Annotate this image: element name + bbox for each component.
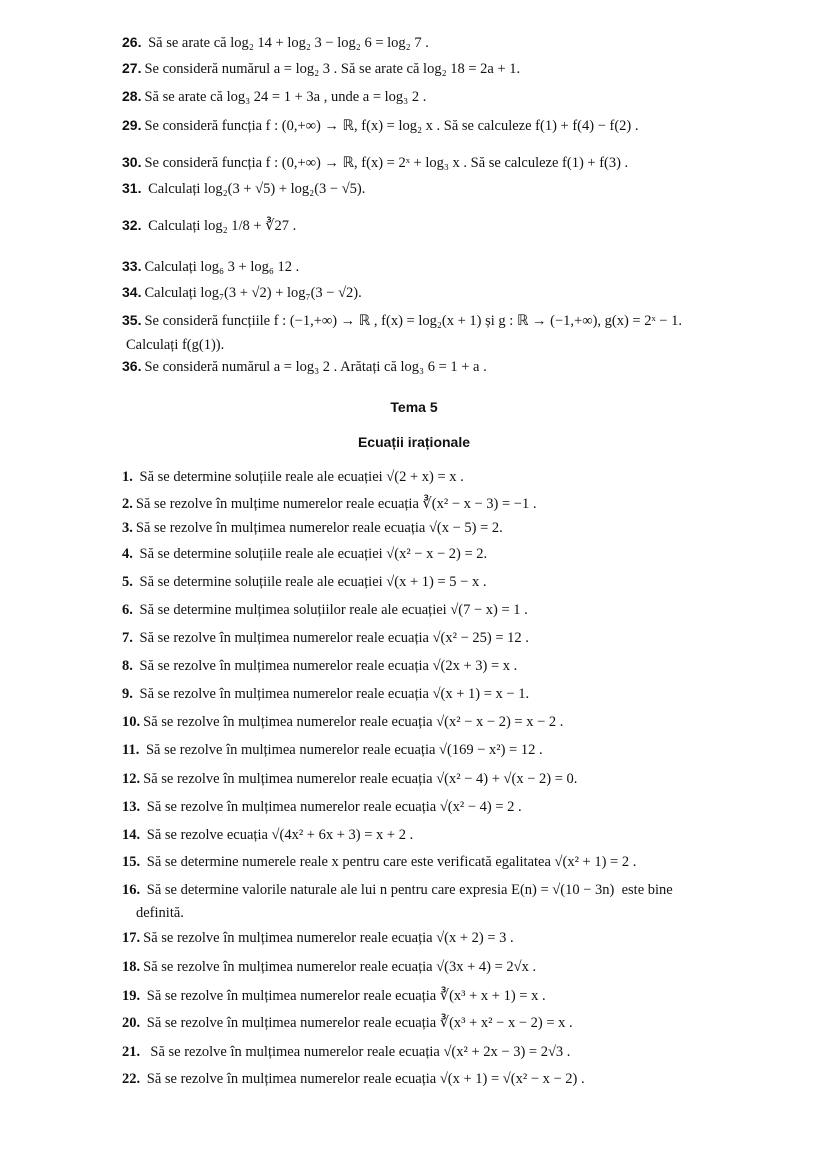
exercise-text: Să se determine mulțimea soluțiilor reale ale ecuației √(7 − x) = 1 .: [135, 602, 528, 618]
exercise-number: 30.: [122, 154, 142, 170]
exercise-item: [122, 573, 486, 591]
exercise-text: Să se determine numerele reale x pentru care este verificată egalitatea √(x² + 1) = 2 .: [143, 854, 637, 870]
exercise-text: Să se rezolve în mulțimea numerelor reale ecuația √(x² − 4) = 2 .: [143, 799, 522, 815]
exercise-number: 13.: [122, 799, 141, 815]
exercise-number: 15.: [122, 854, 141, 870]
exercise-item: [122, 545, 487, 563]
exercise-text: Se consideră numărul a = log₃ 2 . Arătați că log₃ 6 = 1 + a .: [144, 359, 487, 375]
exercise-text: Calculați log₂(3 + √5) + log₂(3 − √5).: [144, 181, 366, 197]
exercise-number: 31.: [122, 180, 142, 196]
exercise-number: 33.: [122, 258, 142, 274]
exercise-text: Să se rezolve în mulțimea numerelor reale ecuația √(x² − 25) = 12 .: [135, 630, 529, 646]
exercise-number: 2.: [122, 496, 133, 512]
exercise-item: [122, 1070, 585, 1088]
exercise-text: Să se rezolve în mulțimea numerelor reale ecuația √(x² − x − 2) = x − 2 .: [143, 714, 564, 730]
exercise-number: 11.: [122, 742, 140, 758]
exercise-text: Să se arate că log₂ 14 + log₂ 3 − log₂ 6 = log₂ 7 .: [144, 35, 429, 51]
exercise-item: [122, 685, 529, 703]
exercise-text: Se consideră funcțiile f : (−1,+∞) → ℝ , f(x) = log₂(x + 1) și g : ℝ → (−1,+∞), g(x) = 2ˣ − 1.: [144, 313, 682, 329]
exercise-text: Să se determine soluțiile reale ale ecuației √(x² − x − 2) = 2.: [135, 546, 488, 562]
exercise-item: [122, 881, 673, 899]
exercise-number: 36.: [122, 358, 142, 374]
exercise-number: 29.: [122, 117, 142, 133]
exercise-text: Să se rezolve în mulțimea numerelor reale ecuația √(3x + 4) = 2√x .: [143, 959, 537, 975]
exercise-number: 17.: [122, 930, 141, 946]
exercise-number: 7.: [122, 630, 133, 646]
exercise-text: Să se determine valorile naturale ale lui n pentru care expresia E(n) = √(10 − 3n) este bine: [143, 882, 673, 898]
exercise-number: 18.: [122, 959, 141, 975]
exercise-number: 27.: [122, 60, 142, 76]
exercise-number: 5.: [122, 574, 133, 590]
exercise-text: Să se rezolve în mulțimea numerelor reale ecuația ∛(x³ + x + 1) = x .: [143, 988, 546, 1004]
exercise-text: Să se rezolve în mulțimea numerelor reale ecuația √(169 − x²) = 12 .: [142, 742, 543, 758]
exercise-number: 21.: [122, 1044, 141, 1060]
exercise-item: [122, 770, 577, 788]
exercise-number: 1.: [122, 469, 133, 485]
exercise-number: 22.: [122, 1071, 141, 1087]
exercise-item: [122, 216, 296, 235]
exercise-item: [122, 741, 543, 759]
exercise-item: [122, 958, 536, 976]
exercise-item: [122, 495, 536, 513]
exercise-item: [122, 601, 528, 619]
exercise-item: [122, 283, 362, 302]
exercise-number: 20.: [122, 1015, 141, 1031]
exercise-text: Să se rezolve în mulțimea numerelor reale ecuația √(x + 1) = x − 1.: [135, 686, 530, 702]
exercise-text: Să se rezolve ecuația √(4x² + 6x + 3) = x + 2 .: [143, 827, 414, 843]
exercise-item: [122, 116, 638, 135]
exercise-item: [122, 798, 522, 816]
exercise-item: [122, 519, 503, 537]
exercise-text: Să se rezolve în mulțimea numerelor reale ecuația √(x + 1) = √(x² − x − 2) .: [143, 1071, 585, 1087]
exercise-number: 9.: [122, 686, 133, 702]
exercise-number: 32.: [122, 217, 142, 233]
exercise-item: [122, 257, 299, 276]
exercise-number: 4.: [122, 546, 133, 562]
exercise-number: 35.: [122, 312, 142, 328]
exercise-item: [122, 987, 546, 1005]
exercise-text: Se consideră funcția f : (0,+∞) → ℝ, f(x) = 2ˣ + log₃ x . Să se calculeze f(1) + f(3) .: [144, 155, 629, 171]
exercise-item: [122, 657, 517, 675]
exercise-text: Calculați log₆ 3 + log₆ 12 .: [144, 259, 300, 275]
exercise-number: 8.: [122, 658, 133, 674]
section-subtitle: Ecuații iraționale: [357, 434, 471, 450]
exercise-item: [122, 33, 429, 52]
exercise-item: [122, 713, 563, 731]
exercise-item: [122, 357, 487, 376]
exercise-text: Să se rezolve în mulțimea numerelor reale ecuația √(x² − 4) + √(x − 2) = 0.: [143, 771, 578, 787]
exercise-item: [122, 311, 682, 330]
exercise-item: [122, 59, 520, 78]
exercise-continuation: Calculați f(g(1)).: [126, 337, 225, 353]
exercise-item: [122, 929, 514, 947]
exercise-item: [122, 1014, 573, 1032]
exercise-text: Să se rezolve în mulțime numerelor reale ecuația ∛(x² − x − 3) = −1 .: [135, 496, 537, 512]
exercise-item: [122, 468, 464, 486]
exercise-text: Să se rezolve în mulțimea numerelor reale ecuația √(x + 2) = 3 .: [143, 930, 514, 946]
exercise-number: 28.: [122, 88, 142, 104]
exercise-text: Să se rezolve în mulțimea numerelor reale ecuația √(x² + 2x − 3) = 2√3 .: [143, 1044, 571, 1060]
exercise-item: [122, 1043, 570, 1061]
section-title: Tema 5: [390, 399, 438, 415]
exercise-text: Să se determine soluțiile reale ale ecuației √(2 + x) = x .: [135, 469, 464, 485]
exercise-number: 12.: [122, 771, 141, 787]
exercise-item: [122, 179, 365, 198]
exercise-number: 10.: [122, 714, 141, 730]
exercise-number: 6.: [122, 602, 133, 618]
exercise-text: Se consideră funcția f : (0,+∞) → ℝ, f(x) = log₂ x . Să se calculeze f(1) + f(4) − f(2) .: [144, 118, 639, 134]
exercise-item: [122, 153, 628, 172]
exercise-number: 3.: [122, 520, 133, 536]
exercise-number: 16.: [122, 882, 141, 898]
exercise-text: Să se rezolve în mulțimea numerelor reale ecuația √(x − 5) = 2.: [135, 520, 503, 536]
exercise-item: [122, 826, 413, 844]
exercise-item: [122, 629, 529, 647]
exercise-text: Să se rezolve în mulțimea numerelor reale ecuația √(2x + 3) = x .: [135, 658, 518, 674]
exercise-item: [122, 853, 636, 871]
exercise-text: Calculați log₂ 1/8 + ∛27 .: [144, 218, 297, 234]
exercise-text: Să se determine soluțiile reale ale ecuației √(x + 1) = 5 − x .: [135, 574, 487, 590]
exercise-continuation: definită.: [136, 905, 184, 921]
exercise-text: Se consideră numărul a = log₂ 3 . Să se arate că log₂ 18 = 2a + 1.: [144, 61, 521, 77]
exercise-text: Să se arate că log₃ 24 = 1 + 3a , unde a = log₃ 2 .: [144, 89, 427, 105]
exercise-number: 26.: [122, 34, 142, 50]
exercise-item: [122, 87, 426, 106]
exercise-text: Să se rezolve în mulțimea numerelor reale ecuația ∛(x³ + x² − x − 2) = x .: [143, 1015, 573, 1031]
exercise-number: 14.: [122, 827, 141, 843]
exercise-number: 19.: [122, 988, 141, 1004]
exercise-number: 34.: [122, 284, 142, 300]
exercise-text: Calculați log₇(3 + √2) + log₇(3 − √2).: [144, 285, 362, 301]
